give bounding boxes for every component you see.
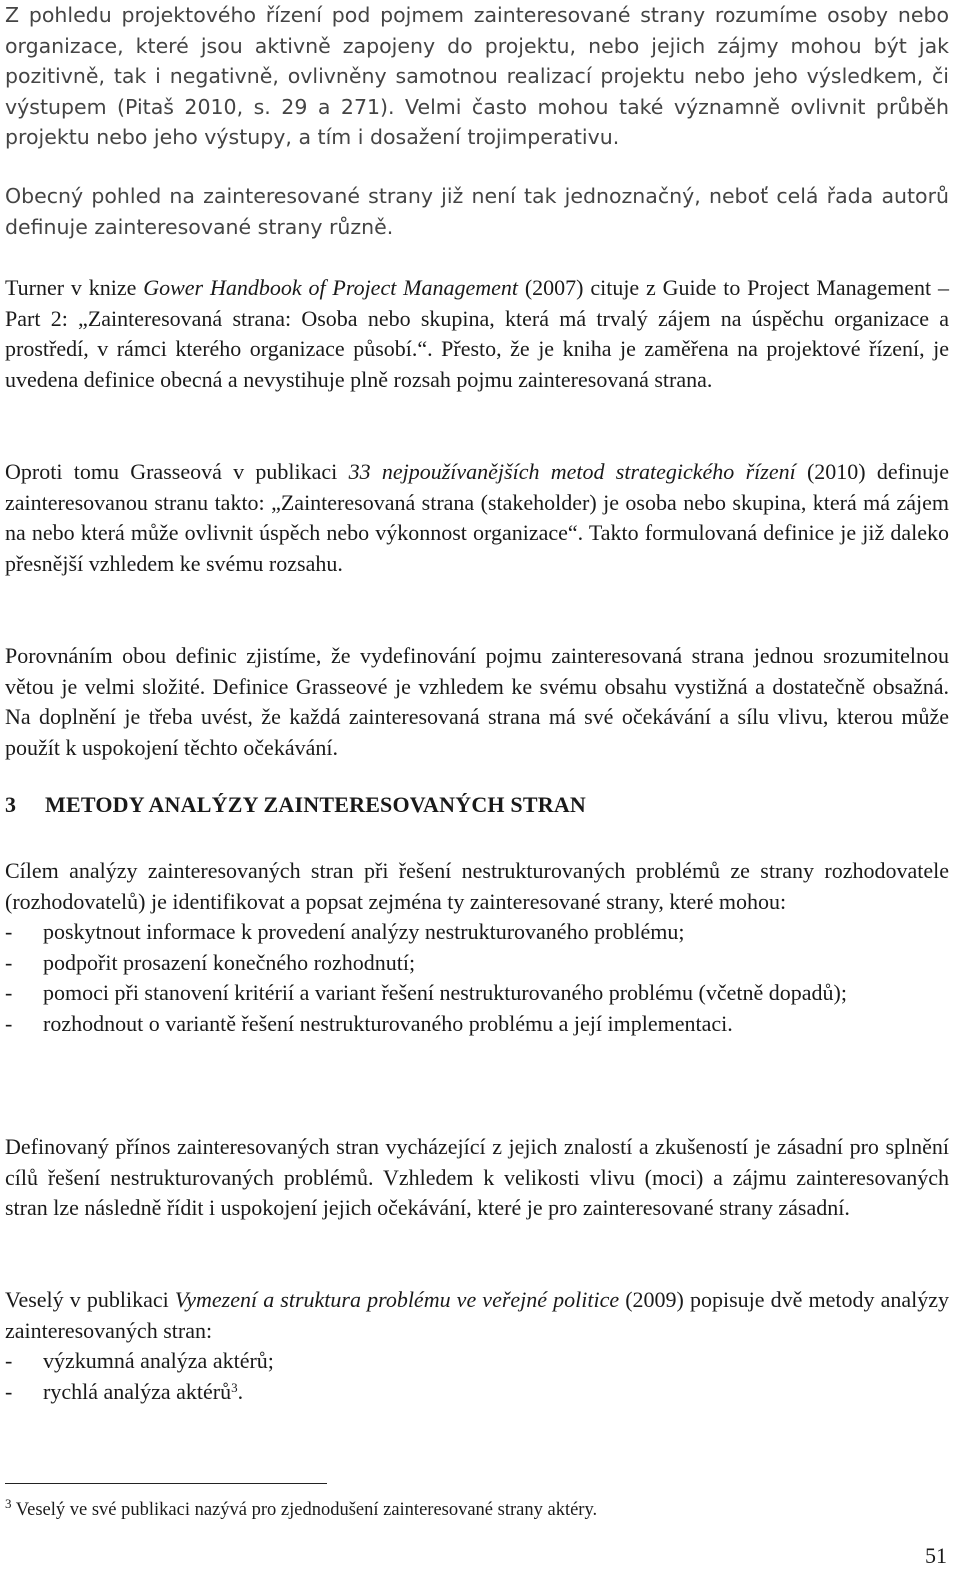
paragraph-3-lead: Turner v knize xyxy=(5,275,144,300)
paragraph-1: Z pohledu projektového řízení pod pojmem zainteresované strany rozumíme osoby nebo organizace, které jsou aktivně zapojeny do projektu, nebo jejich zájmy mohou být jak pozitivně, tak i negativně, ovlivněny samotnou realizací projektu nebo jeho výsledkem, či výstupem (Pitaš 2010, s. 29 a 271). Velmi často mohou také významně ovlivnit průběh projektu nebo jeho výstupy, a tím i dosažení trojimperativu. xyxy=(5,3,949,150)
paragraph-3-rest: (2007) cituje z Guide to Project Management – Part 2: „Zainteresovaná strana: Osoba nebo skupina, která má trvalý zájem na úspěchu organizace a prostředí, v rámci kterého organizace působí.“. Přesto, že je kniha je zaměřena na projektové řízení, je uvedena definice obecná a nevystihuje plně rozsah pojmu zainteresovaná strana. xyxy=(5,275,949,392)
paragraph-7 xyxy=(5,1285,949,1346)
paragraph-7-rest: (2009) popisuje dvě metody analýzy zainteresovaných stran: xyxy=(5,1287,949,1343)
paragraph-6: Definovaný přínos zainteresovaných stran vycházející z jejich znalostí a zkušeností je zásadní pro splnění cílů řešení nestrukturovaných problémů. Vzhledem k velikosti vlivu (moci) a zájmu zainteresovaných stran lze následně řídit i uspokojení jejich očekávání, které je pro zainteresované strany zásadní. xyxy=(5,1134,949,1221)
list-item: - poskytnout informace k provedení analýzy nestrukturovaného problému; xyxy=(5,917,949,948)
section-number: 3 xyxy=(5,792,17,817)
paragraph-5: Porovnáním obou definic zjistíme, že vydefinování pojmu zainteresovaná strana jednou srozumitelnou větou je velmi složité. Definice Grasseové je vzhledem ke svému obsahu vystižná a dostatečně obsažná. Na doplnění je třeba uvést, že každá zainteresovaná strana má své očekávání a sílu vlivu, kterou může použít k uspokojení těchto očekávání. xyxy=(5,643,949,760)
section-body xyxy=(5,856,949,1040)
book-title-gower: Gower Handbook of Project Management xyxy=(143,275,519,300)
footnote-marker: 3 xyxy=(5,1496,12,1511)
book-title-grasseova: 33 nejpoužívanějších metod strategického řízení xyxy=(348,459,796,484)
footnote-text: Veselý ve své publikaci nazývá pro zjednodušení zainteresované strany aktéry. xyxy=(15,1500,598,1520)
paragraph-3 xyxy=(5,273,949,395)
paragraph-4-lead: Oproti tomu Grasseová v publikaci xyxy=(5,459,349,484)
list-item-text: rychlá analýza aktérů xyxy=(43,1378,232,1404)
paragraph-2: Obecný pohled na zainteresované strany již není tak jednoznačný, neboť celá řada autorů definuje zainteresované strany různě. xyxy=(5,184,949,239)
section-title: METODY ANALÝZY ZAINTERESOVANÝCH STRAN xyxy=(45,792,586,817)
page-number: 51 xyxy=(925,1543,947,1568)
paragraph-7-lead: Veselý v publikaci xyxy=(5,1287,175,1312)
list-item: - rozhodnout o variantě řešení nestrukturovaného problému a její implementaci. xyxy=(5,1009,949,1040)
book-title-vesely: Vymezení a struktura problému ve veřejné politice xyxy=(174,1287,620,1312)
list-item: - pomoci při stanovení kritérií a variant řešení nestrukturovaného problému (včetně dopadů); xyxy=(5,978,949,1009)
list-item: - podpořit prosazení konečného rozhodnutí; xyxy=(5,948,949,979)
footnote xyxy=(5,1497,597,1523)
paragraph-4 xyxy=(5,457,949,579)
section-intro: Cílem analýzy zainteresovaných stran při řešení nestrukturovaných problémů ze strany rozhodovatele (rozhodovatelů) je identifikovat a popsat zejména ty zainteresované strany, které mohou: xyxy=(5,858,949,914)
purpose-list xyxy=(5,917,949,1039)
footnote-reference[interactable]: 3 xyxy=(231,1379,238,1395)
paragraph-7-block xyxy=(5,1285,949,1407)
paragraph-4-rest: (2010) definuje zainteresovanou stranu takto: „Zainteresovaná strana (stakeholder) je osoba nebo skupina, která má zájem na nebo která může ovlivnit úspěch nebo výkonnost organizace“. Takto formulovaná definice je již daleko přesnější vzhledem ke svému rozsahu. xyxy=(5,459,949,576)
section-heading xyxy=(5,792,586,818)
list-item: - výzkumná analýza aktérů; xyxy=(5,1346,949,1377)
list-item: - rychlá analýza aktérů$^3$. xyxy=(5,1377,949,1408)
methods-list xyxy=(5,1346,949,1407)
footnote-separator xyxy=(5,1483,327,1484)
